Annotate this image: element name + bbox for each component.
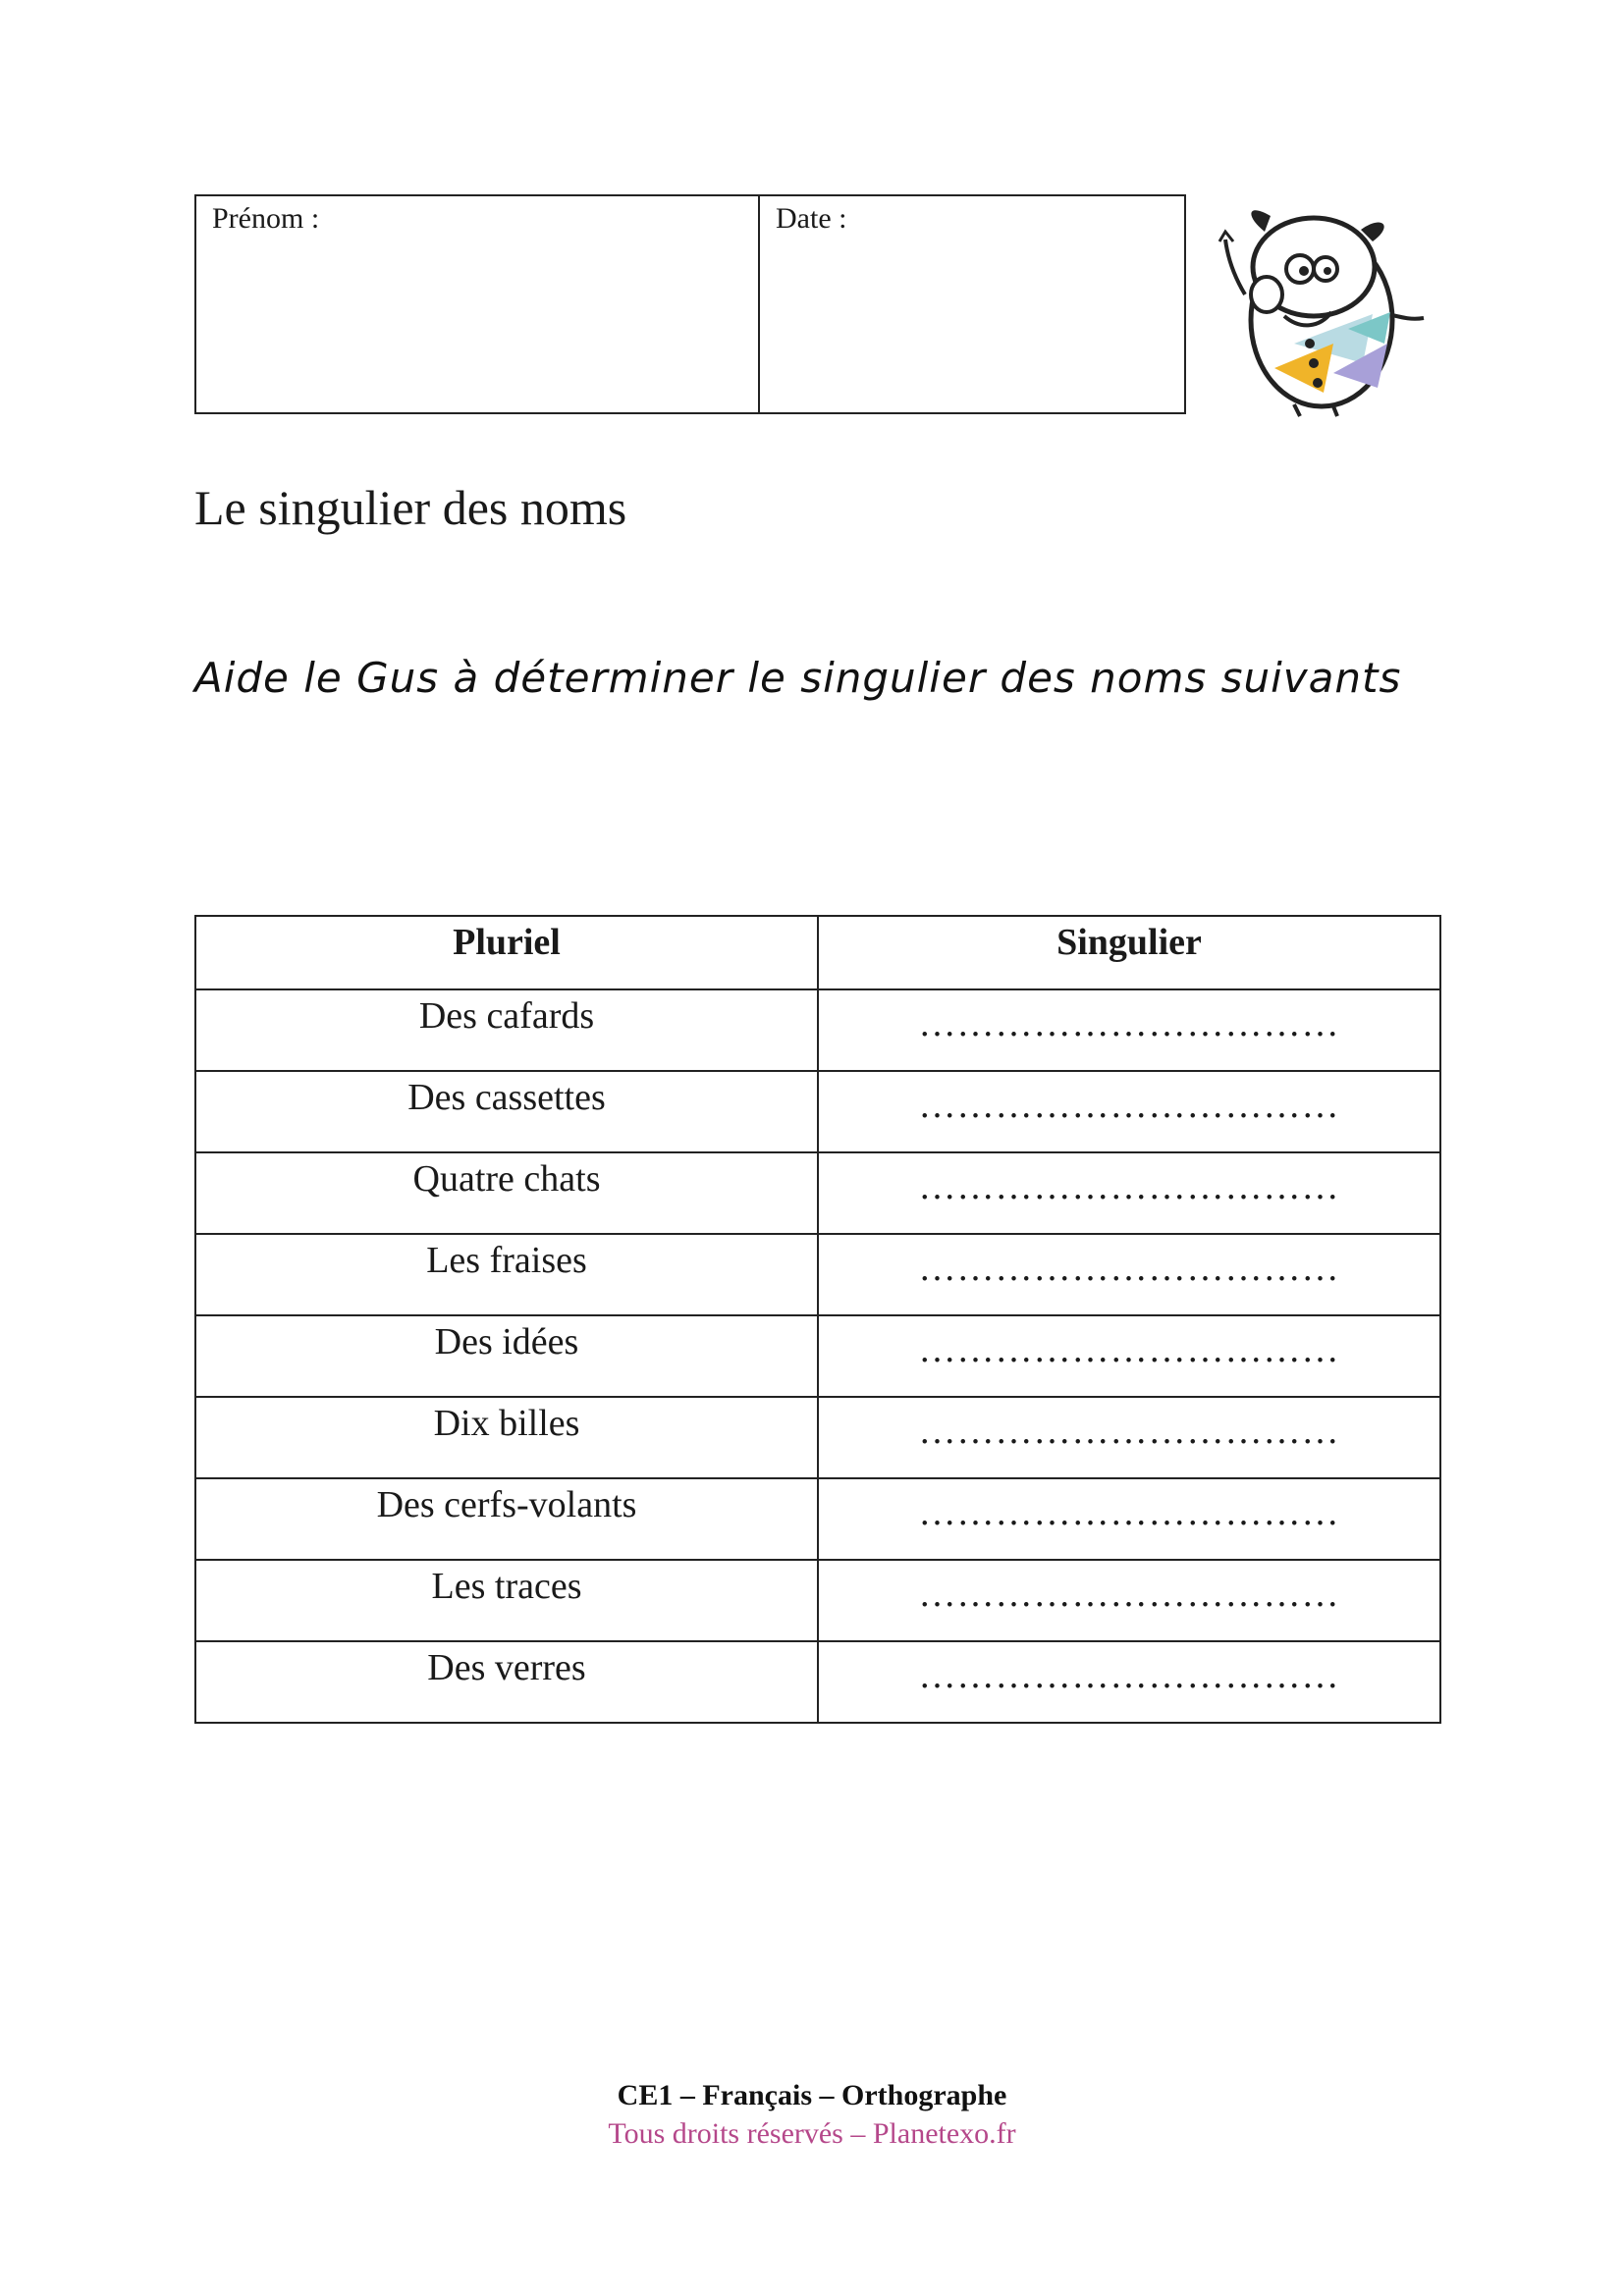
footer-subject: CE1 – Français – Orthographe [617,2079,1007,2111]
page-title: Le singulier des noms [194,480,627,535]
date-field[interactable] [760,196,1184,412]
column-header-plural: Pluriel [195,916,818,989]
singular-answer-field[interactable]: …………………………… [818,1560,1440,1641]
table-row [195,1397,1440,1478]
table-row [195,1478,1440,1560]
date-label: Date : [776,202,847,235]
first-name-field[interactable] [196,196,760,412]
singular-answer-field[interactable]: …………………………… [818,1641,1440,1723]
footer-copyright: Tous droits réservés – Planetexo.fr [608,2117,1016,2150]
column-header-singular: Singulier [818,916,1440,989]
singular-answer-field[interactable]: …………………………… [818,1152,1440,1234]
table-row [195,1152,1440,1234]
first-name-label: Prénom : [212,202,320,235]
singular-answer-field[interactable]: …………………………… [818,1478,1440,1560]
exercise-table [194,915,1441,1724]
table-row [195,1234,1440,1315]
plural-cell: Des verres [195,1641,818,1723]
plural-cell: Des idées [195,1315,818,1397]
plural-cell: Des cafards [195,989,818,1071]
singular-answer-field[interactable]: …………………………… [818,1315,1440,1397]
table-header-row [195,916,1440,989]
plural-cell: Des cerfs-volants [195,1478,818,1560]
table-row [195,1315,1440,1397]
plural-cell: Dix billes [195,1397,818,1478]
table-row [195,1560,1440,1641]
singular-answer-field[interactable]: …………………………… [818,1234,1440,1315]
plural-cell: Quatre chats [195,1152,818,1234]
table-row [195,1071,1440,1152]
singular-answer-field[interactable]: …………………………… [818,989,1440,1071]
plural-cell: Des cassettes [195,1071,818,1152]
singular-answer-field[interactable]: …………………………… [818,1397,1440,1478]
student-info-box [194,194,1186,414]
plural-cell: Les traces [195,1560,818,1641]
gus-mascot-icon [1216,196,1434,418]
instruction-text: Aide le Gus à déterminer le singulier des noms suivants [194,654,1402,702]
table-row [195,1641,1440,1723]
plural-cell: Les fraises [195,1234,818,1315]
singular-answer-field[interactable]: …………………………… [818,1071,1440,1152]
table-row [195,989,1440,1071]
